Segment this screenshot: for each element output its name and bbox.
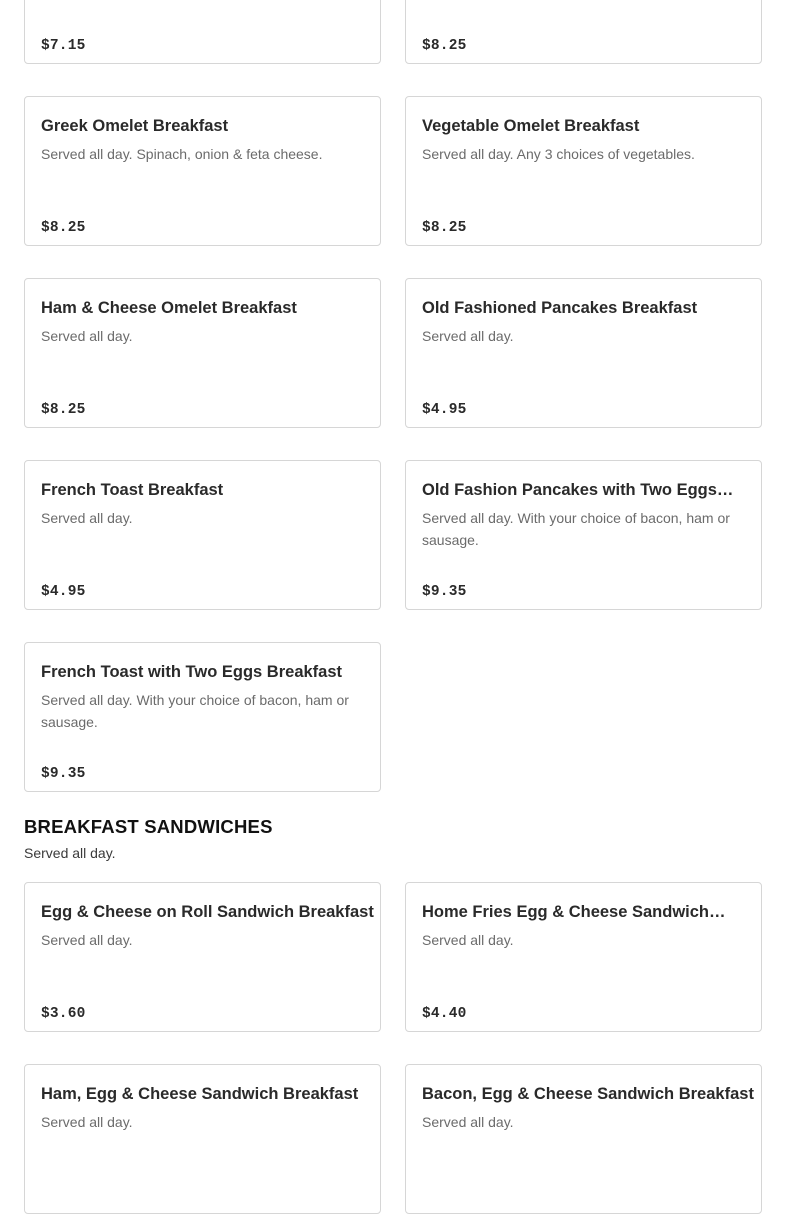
menu-item-description: Served all day. <box>41 510 133 526</box>
menu-item-card[interactable] <box>24 278 381 428</box>
menu-item-price: $9.35 <box>41 766 86 782</box>
menu-item-price: $8.25 <box>41 402 86 418</box>
menu-item-description: Served all day. With your choice of bacon, ham or sausage. <box>422 510 730 548</box>
menu-item-card[interactable] <box>24 882 381 1032</box>
menu-item-card[interactable] <box>405 0 762 64</box>
menu-item-card[interactable] <box>405 1064 762 1214</box>
menu-item-title: Vegetable Omelet Breakfast <box>422 117 640 135</box>
menu-item-title: Ham, Egg & Cheese Sandwich Breakfast <box>41 1085 359 1103</box>
menu-item-price: $4.95 <box>422 402 467 418</box>
menu-item-title: Greek Omelet Breakfast <box>41 117 229 135</box>
menu-item-price: $7.15 <box>41 38 86 54</box>
menu-item-card[interactable] <box>24 460 381 610</box>
menu-item-price: $8.25 <box>422 220 467 236</box>
menu-item-title: French Toast with Two Eggs Breakfast <box>41 663 343 681</box>
menu-item-title: Ham & Cheese Omelet Breakfast <box>41 299 297 317</box>
menu-item-title: French Toast Breakfast <box>41 481 224 499</box>
menu-item-description: Served all day. <box>422 932 514 948</box>
section-description: Served all day. <box>24 845 116 861</box>
menu-item-title: Egg & Cheese on Roll Sandwich Breakfast <box>41 903 374 921</box>
menu-item-price: $4.40 <box>422 1006 467 1022</box>
menu-item-description: Served all day. <box>41 1114 133 1130</box>
menu-item-price: $9.35 <box>422 584 467 600</box>
menu-item-description: Served all day. Spinach, onion & feta cheese. <box>41 146 323 162</box>
menu-item-price: $8.25 <box>422 38 467 54</box>
menu-item-card[interactable] <box>24 96 381 246</box>
menu-item-title: Home Fries Egg & Cheese Sandwich… <box>422 903 726 921</box>
menu-item-card[interactable] <box>24 642 381 792</box>
menu-item-price: $8.25 <box>41 220 86 236</box>
menu-item-title: Bacon, Egg & Cheese Sandwich Breakfast <box>422 1085 754 1103</box>
section-title: BREAKFAST SANDWICHES <box>24 816 273 837</box>
menu-item-title: Old Fashioned Pancakes Breakfast <box>422 299 698 317</box>
menu-item-description: Served all day. Any 3 choices of vegetables. <box>422 146 695 162</box>
menu-item-description: Served all day. <box>422 328 514 344</box>
menu-item-card[interactable] <box>405 882 762 1032</box>
menu-item-card[interactable] <box>405 460 762 610</box>
menu-item-description: Served all day. <box>422 1114 514 1130</box>
menu-item-card[interactable] <box>405 278 762 428</box>
menu-item-title: Old Fashion Pancakes with Two Eggs… <box>422 481 734 499</box>
menu-item-price: $3.60 <box>41 1006 86 1022</box>
menu-item-description: Served all day. With your choice of bacon, ham or sausage. <box>41 692 349 730</box>
menu-item-description: Served all day. <box>41 328 133 344</box>
menu-item-card[interactable] <box>24 0 381 64</box>
menu-item-description: Served all day. <box>41 932 133 948</box>
menu-item-price: $4.95 <box>41 584 86 600</box>
menu-item-card[interactable] <box>24 1064 381 1214</box>
menu-item-card[interactable] <box>405 96 762 246</box>
